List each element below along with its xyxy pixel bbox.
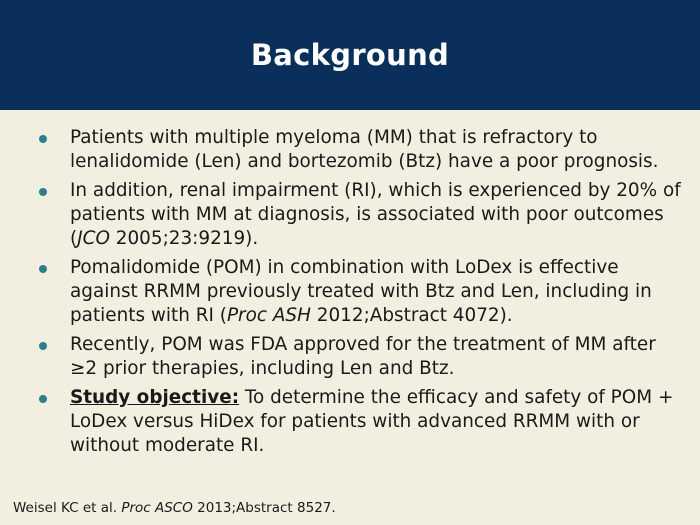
bullet-item [38,256,688,328]
footer-citation [13,500,336,516]
bullet-dot-icon [39,265,47,273]
slide-header [0,0,700,110]
citation-journal: Proc ASH [226,305,311,326]
footer-journal: Proc ASCO [121,500,193,516]
citation-journal: JCO [77,228,110,249]
bullet-dot-icon [39,342,47,350]
bullet-text: Pomalidomide (POM) in combination with LoDex is effective against RRMM previously treated with Btz and Len, including in patients with RI ( [70,257,652,326]
footer-authors: Weisel KC et al. [13,500,122,516]
slide-title: Background [250,38,450,72]
citation-detail: 2012;Abstract 4072). [310,305,513,326]
bullet-dot-icon [39,188,47,196]
bullet-dot-icon [39,135,47,143]
bullet-item [38,386,688,458]
bullet-text: In addition, renal impairment (RI), which is experienced by 20% of patients with MM at diagnosis, is associated with poor outcomes ( [70,180,681,249]
bullet-text: Patients with multiple myeloma (MM) that is refractory to lenalidomide (Len) and bortezomib (Btz) have a poor prognosis. [70,127,659,172]
bullet-item [38,126,688,174]
bullet-list [38,126,688,463]
citation-detail: 2005;23:9219). [109,228,259,249]
study-objective-label: Study objective: [70,387,240,408]
bullet-text: To determine the efficacy and safety of POM + LoDex versus HiDex for patients with advanced RRMM with or without moderate RI. [70,387,674,456]
bullet-dot-icon [39,395,47,403]
bullet-item [38,179,688,251]
bullet-item [38,333,688,381]
footer-detail: 2013;Abstract 8527. [192,500,336,516]
bullet-text: Recently, POM was FDA approved for the treatment of MM after ≥2 prior therapies, including Len and Btz. [70,334,656,379]
